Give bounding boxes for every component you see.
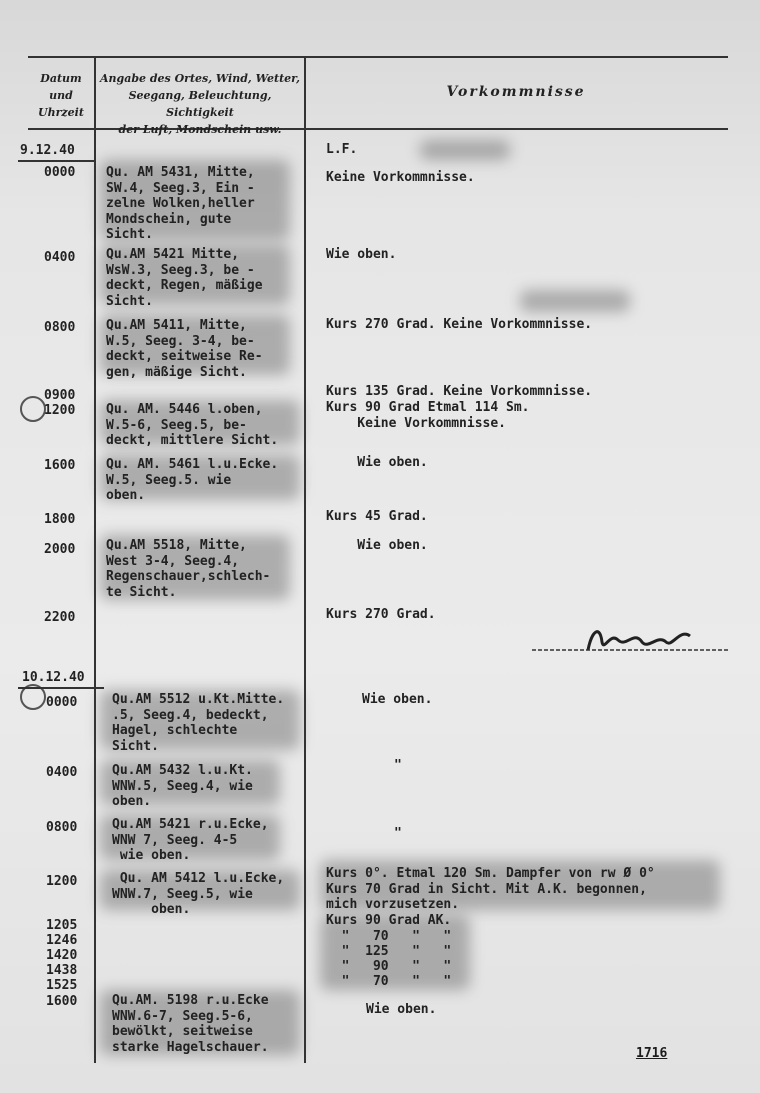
time-cell: 1420 bbox=[46, 948, 78, 963]
time-cell: 1246 bbox=[46, 933, 78, 948]
place-cell: Qu.AM 5432 l.u.Kt. WNW.5, Seeg.4, wie oben. bbox=[112, 763, 253, 809]
date-underline-2 bbox=[18, 687, 104, 689]
time-cell: 1205 bbox=[46, 918, 78, 933]
time-cell: 0800 bbox=[46, 820, 78, 835]
time-cell: 1200 bbox=[46, 874, 78, 889]
event-cell: Wie oben. bbox=[362, 692, 433, 707]
event-cell: Kurs 135 Grad. Keine Vorkommnisse. bbox=[326, 384, 593, 399]
smudge bbox=[520, 290, 630, 312]
event-cell: Wie oben. bbox=[326, 538, 428, 553]
event-cell: Kurs 45 Grad. bbox=[326, 509, 428, 524]
time-cell: 0400 bbox=[44, 250, 76, 265]
punch-hole bbox=[20, 396, 46, 422]
event-cell: Kurs 270 Grad. Keine Vorkommnisse. bbox=[326, 317, 593, 332]
place-cell: Qu. AM 5412 l.u.Ecke, WNW.7, Seeg.5, wie oben. bbox=[112, 871, 285, 917]
col-divider-1 bbox=[94, 58, 96, 1063]
place-cell: Qu.AM 5421 Mitte, WsW.3, Seeg.3, be - deckt, Regen, mäßige Sicht. bbox=[106, 247, 263, 309]
top-rule bbox=[28, 56, 728, 58]
event-cell: " 125 " " bbox=[326, 944, 452, 959]
date-underline-1 bbox=[18, 160, 94, 162]
time-cell: 2000 bbox=[44, 542, 76, 557]
header-col1 bbox=[30, 70, 92, 121]
place-cell: Qu. AM. 5461 l.u.Ecke. W.5, Seeg.5. wie oben. bbox=[106, 457, 279, 503]
place-cell: Qu. AM. 5446 l.oben, W.5-6, Seeg.5, be- deckt, mittlere Sicht. bbox=[106, 402, 279, 448]
place-cell: Qu.AM 5411, Mitte, W.5, Seeg. 3-4, be- deckt, seitweise Re- gen, mäßige Sicht. bbox=[106, 318, 263, 380]
time-cell: 1600 bbox=[46, 994, 78, 1009]
header-col3: Vorkommnisse bbox=[446, 84, 586, 100]
date-label-1: 9.12.40 bbox=[20, 143, 75, 158]
event-cell: Kurs 0°. Etmal 120 Sm. Dampfer von rw Ø 0° Kurs 70 Grad in Sicht. Mit A.K. begonnen, mich vorzusetzen. Kurs 90 Grad AK. bbox=[326, 866, 655, 928]
event-cell: " 90 " " bbox=[326, 959, 452, 974]
event-cell: " 70 " " bbox=[326, 929, 452, 944]
event-cell: Kurs 270 Grad. bbox=[326, 607, 436, 622]
smudge bbox=[420, 140, 510, 160]
time-cell: 1600 bbox=[44, 458, 76, 473]
event-cell: Wie oben. bbox=[326, 247, 397, 262]
time-cell: 1438 bbox=[46, 963, 78, 978]
event-cell: Keine Vorkommnisse. bbox=[326, 170, 475, 185]
header-col2-line3: der Luft, Mondschein usw. bbox=[118, 123, 282, 136]
time-cell: 0800 bbox=[44, 320, 76, 335]
header-col2-line1: Angabe des Ortes, Wind, Wetter, bbox=[99, 72, 301, 85]
header-col1-line3: Uhrzeit bbox=[38, 106, 84, 119]
col-divider-2 bbox=[304, 58, 306, 1063]
page-number: 1716 bbox=[636, 1046, 668, 1061]
time-cell: 2200 bbox=[44, 610, 76, 625]
signature bbox=[530, 620, 730, 660]
place-cell: Qu.AM 5512 u.Kt.Mitte. .5, Seeg.4, bedeckt, Hagel, schlechte Sicht. bbox=[112, 692, 285, 754]
time-cell: 0900 bbox=[44, 388, 76, 403]
header-col1-line1: Datum bbox=[40, 72, 82, 85]
event-cell: " 70 " " bbox=[326, 974, 452, 989]
event-cell: Kurs 90 Grad Etmal 114 Sm. Keine Vorkommnisse. bbox=[326, 400, 530, 431]
event-cell: Wie oben. bbox=[366, 1002, 437, 1017]
time-cell: 0400 bbox=[46, 765, 78, 780]
place-cell: Qu.AM 5518, Mitte, West 3-4, Seeg.4, Regenschauer,schlech- te Sicht. bbox=[106, 538, 271, 600]
place-cell: Qu.AM 5421 r.u.Ecke, WNW 7, Seeg. 4-5 wie oben. bbox=[112, 817, 269, 863]
place-cell: Qu.AM. 5198 r.u.Ecke WNW.6-7, Seeg.5-6, bewölkt, seitweise starke Hagelschauer. bbox=[112, 993, 269, 1055]
event-cell: Wie oben. bbox=[326, 455, 428, 470]
header-col2 bbox=[96, 70, 304, 138]
event-cell: " bbox=[394, 758, 402, 773]
date-label-2: 10.12.40 bbox=[22, 670, 85, 685]
time-cell: 1200 bbox=[44, 403, 76, 418]
time-cell: 0000 bbox=[46, 695, 78, 710]
time-cell: 1525 bbox=[46, 978, 78, 993]
place-cell: Qu. AM 5431, Mitte, SW.4, Seeg.3, Ein - zelne Wolken,heller Mondschein, gute Sicht. bbox=[106, 165, 255, 242]
header-col1-line2: und bbox=[49, 89, 73, 102]
time-cell: 1800 bbox=[44, 512, 76, 527]
event-cell: " bbox=[394, 826, 402, 841]
header-col2-line2: Seegang, Beleuchtung, Sichtigkeit bbox=[128, 89, 272, 119]
lf-label: L.F. bbox=[326, 142, 358, 157]
time-cell: 0000 bbox=[44, 165, 76, 180]
